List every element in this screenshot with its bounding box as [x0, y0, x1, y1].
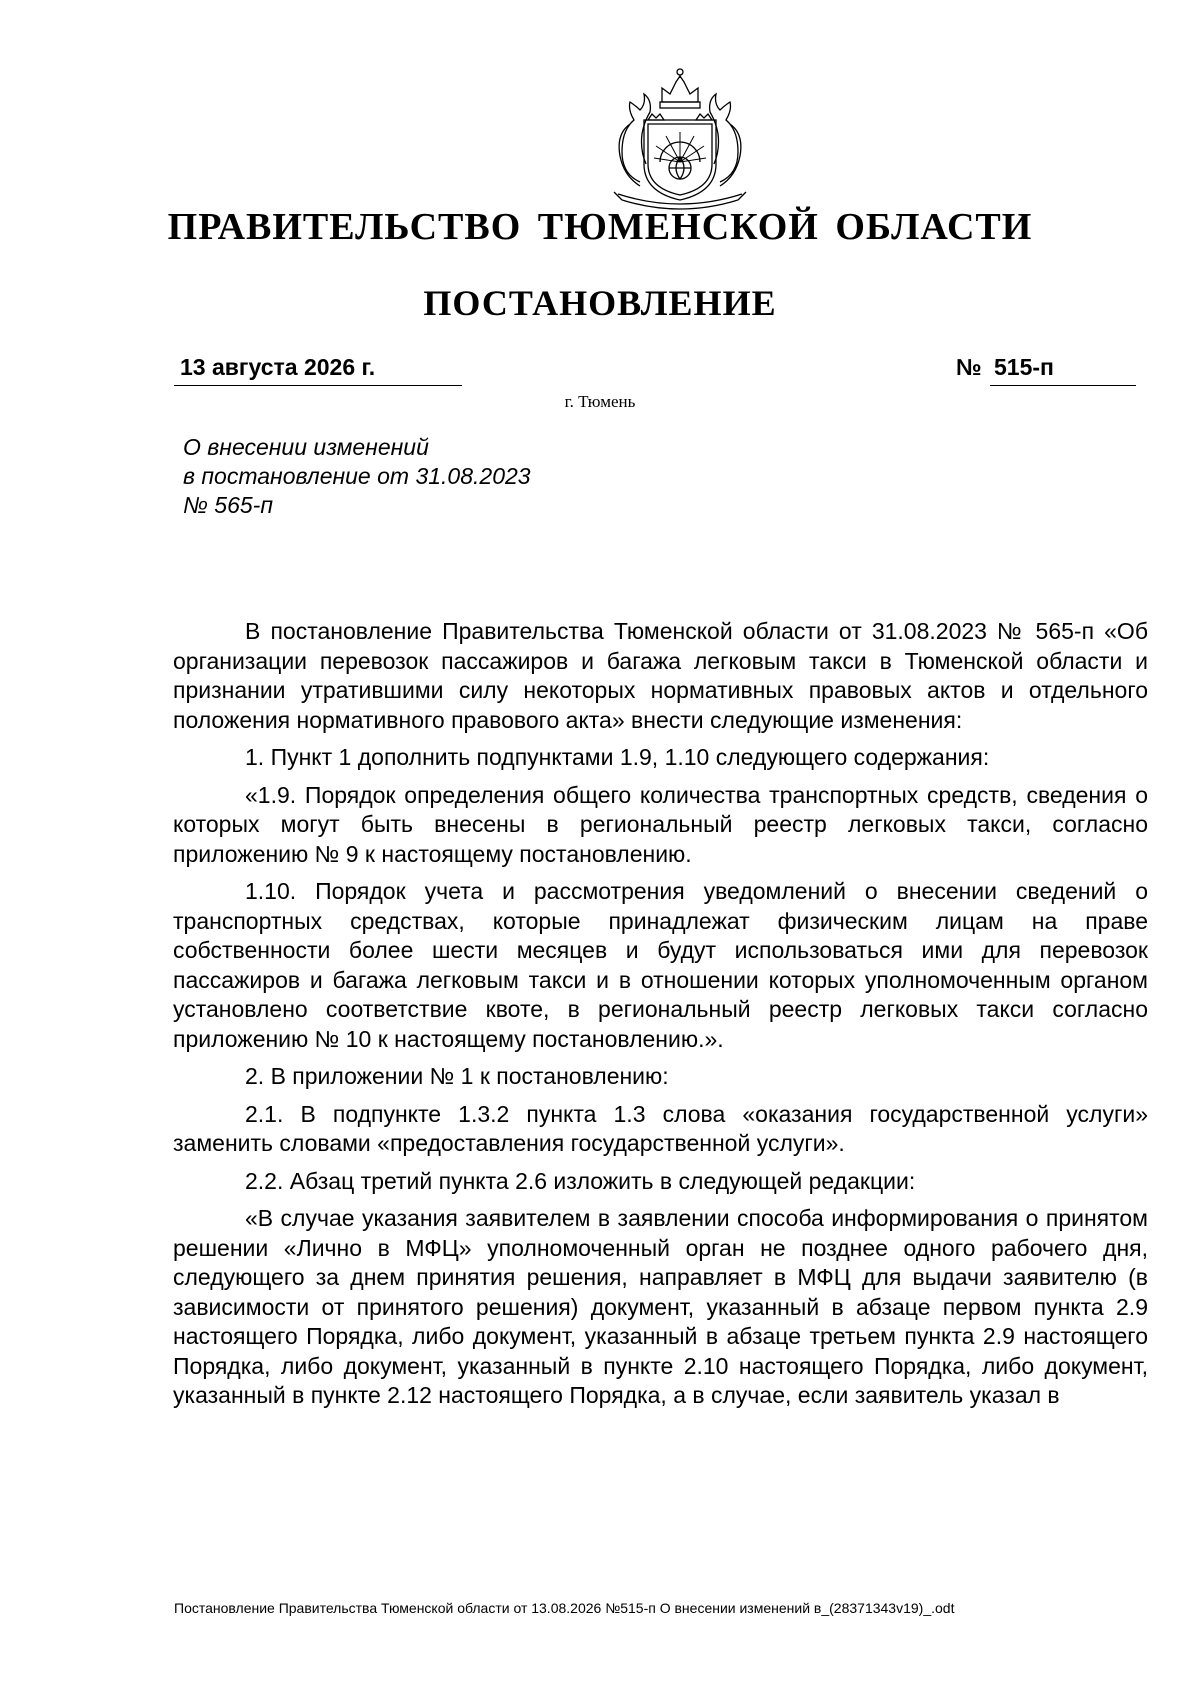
body-paragraph: «В случае указания заявителем в заявлении способа информирования о принятом решении «Лично в МФЦ» уполномоченный орган не позднее одного рабочего дня, следующего за днем принятия решения, направляет в МФЦ для выдачи заявителю (в зависимости от принятого решения) документ, указанный в абзаце первом пункта 2.9 настоящего Порядка, либо документ, указанный в абзаце третьем пункта 2.9 настоящего Порядка, либо документ, указанный в пункте 2.10 настоящего Порядка, либо документ, указанный в пункте 2.12 настоящего Порядка, а в случае, если заявитель указал в: [173, 1205, 1148, 1408]
body-paragraph: 2.2. Абзац третий пункта 2.6 изложить в следующей редакции:: [245, 1167, 916, 1194]
number-underline: [990, 385, 1136, 386]
body-paragraph: 2.1. В подпункте 1.3.2 пункта 1.3 слова «оказания государственной услуги» заменить словами «предоставления государственной услуги».: [173, 1100, 1148, 1156]
government-name: ПРАВИТЕЛЬСТВО ТЮМЕНСКОЙ ОБЛАСТИ: [167, 206, 1033, 248]
page-footer: Постановление Правительства Тюменской области от 13.08.2026 №515-п О внесении изменений в_(28371343v19)_.odt: [174, 1600, 955, 1616]
document-body: [173, 617, 1148, 1419]
document-date: 13 августа 2026 г.: [180, 354, 376, 380]
document-number: 515-п: [994, 354, 1054, 380]
city: г. Тюмень: [564, 392, 636, 411]
body-paragraph: 1.10. Порядок учета и рассмотрения уведомлений о внесении сведений о транспортных средствах, которые принадлежат физическим лицам на праве собственности более шести месяцев и будут использоваться ими для перевозок пассажиров и багажа легковым такси и в отношении которых уполномоченным органом установлено соответствие квоте, в региональный реестр легковых такси согласно приложению № 10 к настоящему постановлению.».: [173, 878, 1148, 1052]
subject-line: О внесении изменений: [183, 434, 429, 460]
document-type: ПОСТАНОВЛЕНИЕ: [423, 283, 777, 323]
body-paragraph: «1.9. Порядок определения общего количества транспортных средств, сведения о которых могут быть внесены в региональный реестр легковых такси, согласно приложению № 9 к настоящему постановлению.: [173, 781, 1148, 867]
document-subject: [183, 433, 531, 520]
subject-line: № 565-п: [183, 492, 273, 518]
coat-of-arms-icon: [600, 64, 760, 212]
subject-line: в постановление от 31.08.2023: [183, 463, 531, 489]
date-underline: [174, 385, 462, 386]
body-paragraph: 1. Пункт 1 дополнить подпунктами 1.9, 1.10 следующего содержания:: [245, 744, 990, 770]
number-sign: №: [956, 354, 982, 380]
body-paragraph: В постановление Правительства Тюменской области от 31.08.2023 № 565-п «Об организации перевозок пассажиров и багажа легковым такси в Тюменской области и признании утратившими силу некоторых нормативных правовых актов и отдельного положения нормативного правового акта» внести следующие изменения:: [173, 618, 1148, 733]
body-paragraph: 2. В приложении № 1 к постановлению:: [245, 1063, 669, 1089]
